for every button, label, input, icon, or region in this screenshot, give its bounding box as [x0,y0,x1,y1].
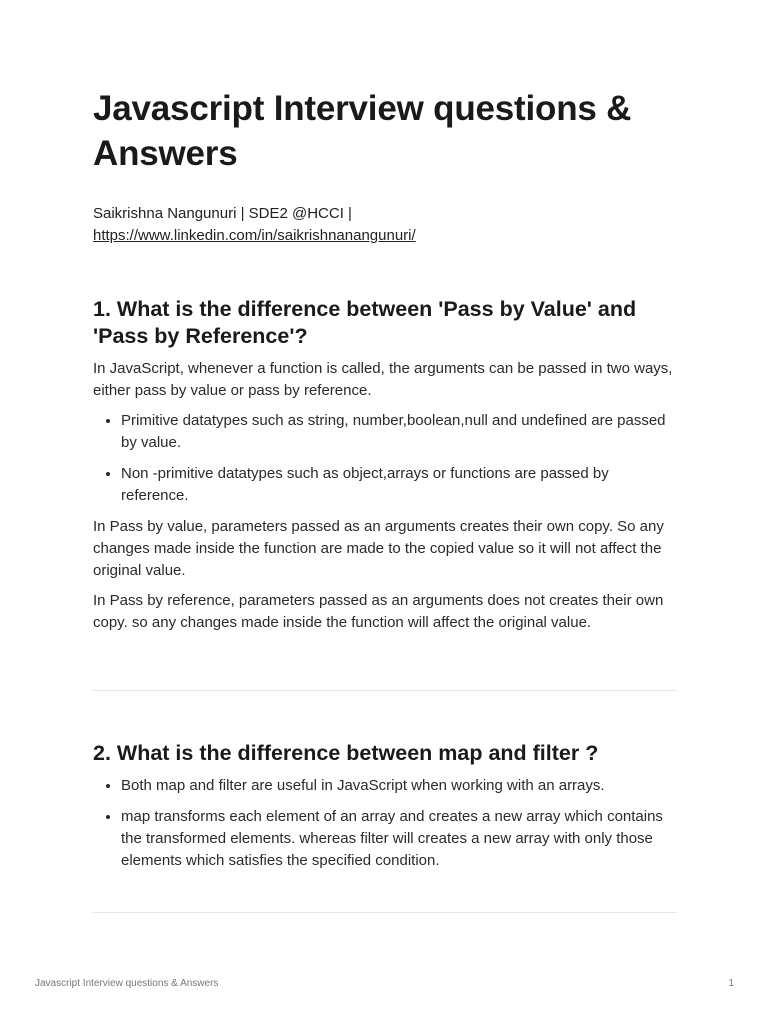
section-map-vs-filter [93,740,678,881]
section-2-heading: 2. What is the difference between map and filter ? [93,741,599,765]
section-1-bullet-1: • Primitive datatypes such as string, number,boolean,null and undefined are passed by value. [121,410,678,454]
footer-page-number: 1 [728,978,734,989]
section-1-bullet-2: • Non -primitive datatypes such as object,arrays or functions are passed by reference. [121,463,678,507]
document-title: Javascript Interview questions & Answers [93,89,632,173]
section-1-paragraph-2: In Pass by reference, parameters passed as an arguments does not creates their own copy. so any changes made inside the function will affect the original value. [93,592,664,631]
footer-title: Javascript Interview questions & Answers [35,978,219,989]
section-1-heading: 1. What is the difference between 'Pass by Value' and 'Pass by Reference'? [93,297,637,348]
section-2-bullet-list [93,775,678,872]
section-1-bullet-list [93,410,678,507]
section-pass-by-value [93,296,678,642]
author-byline [93,203,678,247]
author-line: Saikrishna Nangunuri | SDE2 @HCCI | [93,205,352,222]
section-2-bullet-1: • Both map and filter are useful in JavaScript when working with an arrays. [121,775,678,797]
section-divider [93,690,677,691]
section-1-intro: In JavaScript, whenever a function is called, the arguments can be passed in two ways, either pass by value or pass by reference. [93,360,673,399]
linkedin-link[interactable]: https://www.linkedin.com/in/saikrishnanangunuri/ [93,227,416,244]
section-1-paragraph-1: In Pass by value, parameters passed as an arguments creates their own copy. So any changes made inside the function are made to the copied value so it will not affect the original value. [93,518,664,579]
section-2-bullet-2: • map transforms each element of an array and creates a new array which contains the transformed elements. whereas filter will creates a new array with only those elements which satisfies the specified condition. [121,806,678,872]
section-divider [93,912,677,913]
